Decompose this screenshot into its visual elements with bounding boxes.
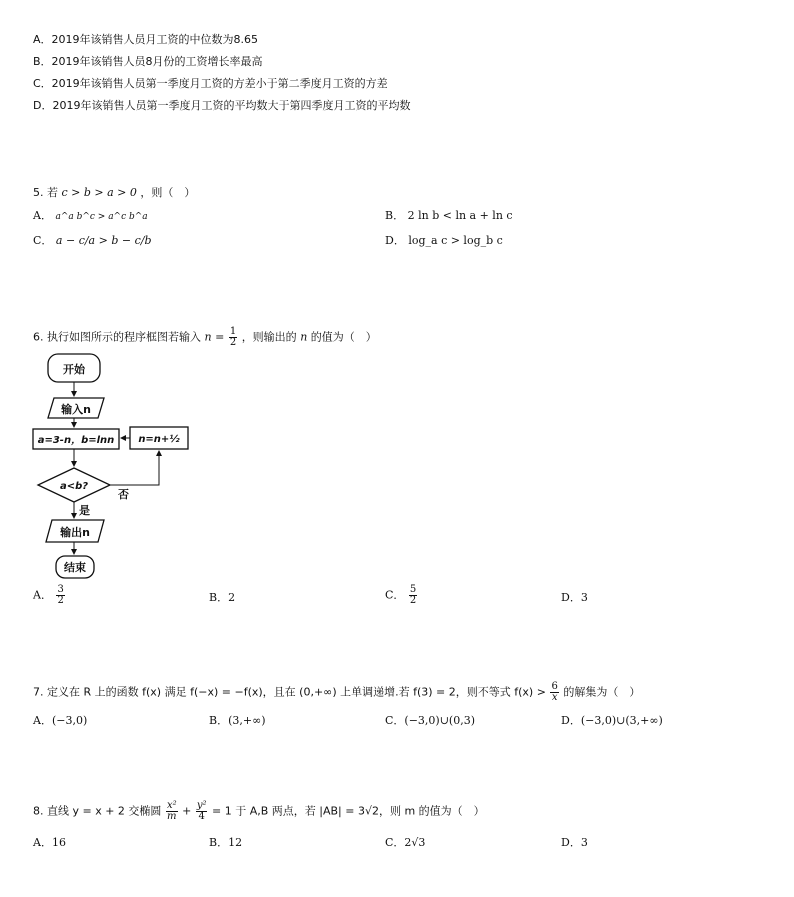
q6-a-label: A． [33, 588, 52, 602]
q4-option-b: B．2019年该销售人员8月份的工资增长率最高 [33, 55, 263, 68]
flowchart-yes-label: 是 [79, 504, 90, 517]
flowchart-arrow-no [110, 451, 159, 485]
q7-stem-num: 6 [551, 681, 558, 692]
q5-option-c [33, 234, 151, 248]
q6-a-num: 3 [57, 584, 64, 595]
q5-b-label: B． [385, 209, 405, 222]
q8-option-d: D．3 [561, 836, 588, 849]
q5-d-math: log_a c > log_b c [408, 234, 503, 247]
q6-option-c [385, 585, 418, 606]
q7-option-a: A．(−3,0) [33, 714, 88, 727]
q8-stem-mid: = 1 于 A,B 两点，若 |AB| = 3√2，则 m 的值为（ ） [211, 804, 485, 818]
q4-option-c: C．2019年该销售人员第一季度月工资的方差小于第二季度月工资的方差 [33, 77, 388, 90]
q8-frac2-num: y² [196, 800, 207, 811]
q5-option-b [385, 209, 513, 223]
q7-stem [33, 682, 640, 703]
q6-option-b: B．2 [209, 591, 236, 604]
q6-option-a [33, 585, 66, 606]
q8-frac1-num: x² [166, 800, 177, 811]
q8-frac1-den: m [167, 811, 177, 822]
q7-stem-end: 的解集为（ ） [563, 685, 641, 699]
q5-b-math: 2 ln b < ln a + ln c [407, 209, 513, 222]
flowchart-input-label: 输入n [61, 403, 91, 416]
q5-stem-suffix: ，则（ ） [140, 186, 196, 199]
flowchart [30, 350, 200, 585]
q5-option-d [385, 234, 503, 248]
flowchart-assign-label: a=3-n，b=lnn [37, 435, 115, 446]
q6-option-d: D．3 [561, 591, 588, 604]
q6-c-num: 5 [409, 584, 417, 595]
q7-option-b: B．(3,+∞) [209, 714, 266, 727]
q7-stem-fraction [550, 682, 558, 703]
q8-plus: + [182, 804, 192, 818]
q6-stem-var: n [204, 330, 212, 344]
q5-stem-prefix: 5. 若 [33, 186, 58, 199]
q6-stem-fraction [229, 327, 237, 348]
q8-option-b: B．12 [209, 836, 243, 849]
q8-fraction-x [166, 801, 178, 822]
q5-stem [33, 186, 195, 200]
q6-a-den: 2 [57, 595, 64, 606]
q5-d-label: D． [385, 234, 405, 247]
q8-option-a: A．16 [33, 836, 66, 849]
q5-a-math: a^a b^c > a^c b^a [55, 212, 148, 222]
q8-frac2-den: 4 [198, 811, 205, 822]
q6-a-fraction [56, 585, 64, 606]
q6-stem-eq: = [215, 330, 225, 344]
q7-option-c: C．(−3,0)∪(0,3) [385, 714, 476, 727]
q5-c-math: a − c/a > b − c/b [55, 234, 152, 247]
q4-option-d: D．2019年该销售人员第一季度月工资的平均数大于第四季度月工资的平均数 [33, 99, 411, 112]
q5-option-a [33, 209, 148, 224]
flowchart-end-label: 结束 [64, 561, 86, 574]
q6-stem-var2: n [300, 330, 308, 344]
q6-stem-num: 1 [229, 326, 237, 337]
q6-stem [33, 327, 377, 348]
q6-c-fraction [409, 585, 417, 606]
q6-c-den: 2 [409, 595, 417, 606]
q8-stem-prefix: 8. 直线 y = x + 2 交椭圆 [33, 804, 162, 818]
q8-fraction-y [196, 801, 208, 822]
flowchart-no-label: 否 [118, 488, 129, 501]
flowchart-update-label: n=n+½ [138, 434, 180, 445]
q5-stem-math: c > b > a > 0 [61, 186, 137, 199]
q8-option-c: C．2√3 [385, 836, 426, 849]
flowchart-decision-label: a<b? [59, 481, 89, 492]
q5-a-label: A． [33, 209, 52, 222]
q6-stem-den: 2 [229, 337, 237, 348]
q5-c-label: C． [33, 234, 53, 247]
q7-stem-text: 7. 定义在 R 上的函数 f(x) 满足 f(−x) = −f(x)，且在 (0,+∞) 上单调递增.若 f(3) = 2，则不等式 f(x) > [33, 685, 546, 699]
q6-stem-suffix: ，则输出的 [241, 330, 297, 344]
flowchart-output-label: 输出n [60, 526, 90, 539]
q8-stem [33, 801, 485, 822]
flowchart-start-label: 开始 [63, 363, 85, 376]
q7-option-d: D．(−3,0)∪(3,+∞) [561, 714, 663, 727]
q4-option-a: A．2019年该销售人员月工资的中位数为8.65 [33, 33, 259, 46]
q7-stem-den: x [551, 692, 558, 703]
q6-c-label: C． [385, 588, 405, 602]
q6-stem-prefix: 6. 执行如图所示的程序框图若输入 [33, 330, 201, 344]
q6-stem-end: 的值为（ ） [310, 330, 377, 344]
